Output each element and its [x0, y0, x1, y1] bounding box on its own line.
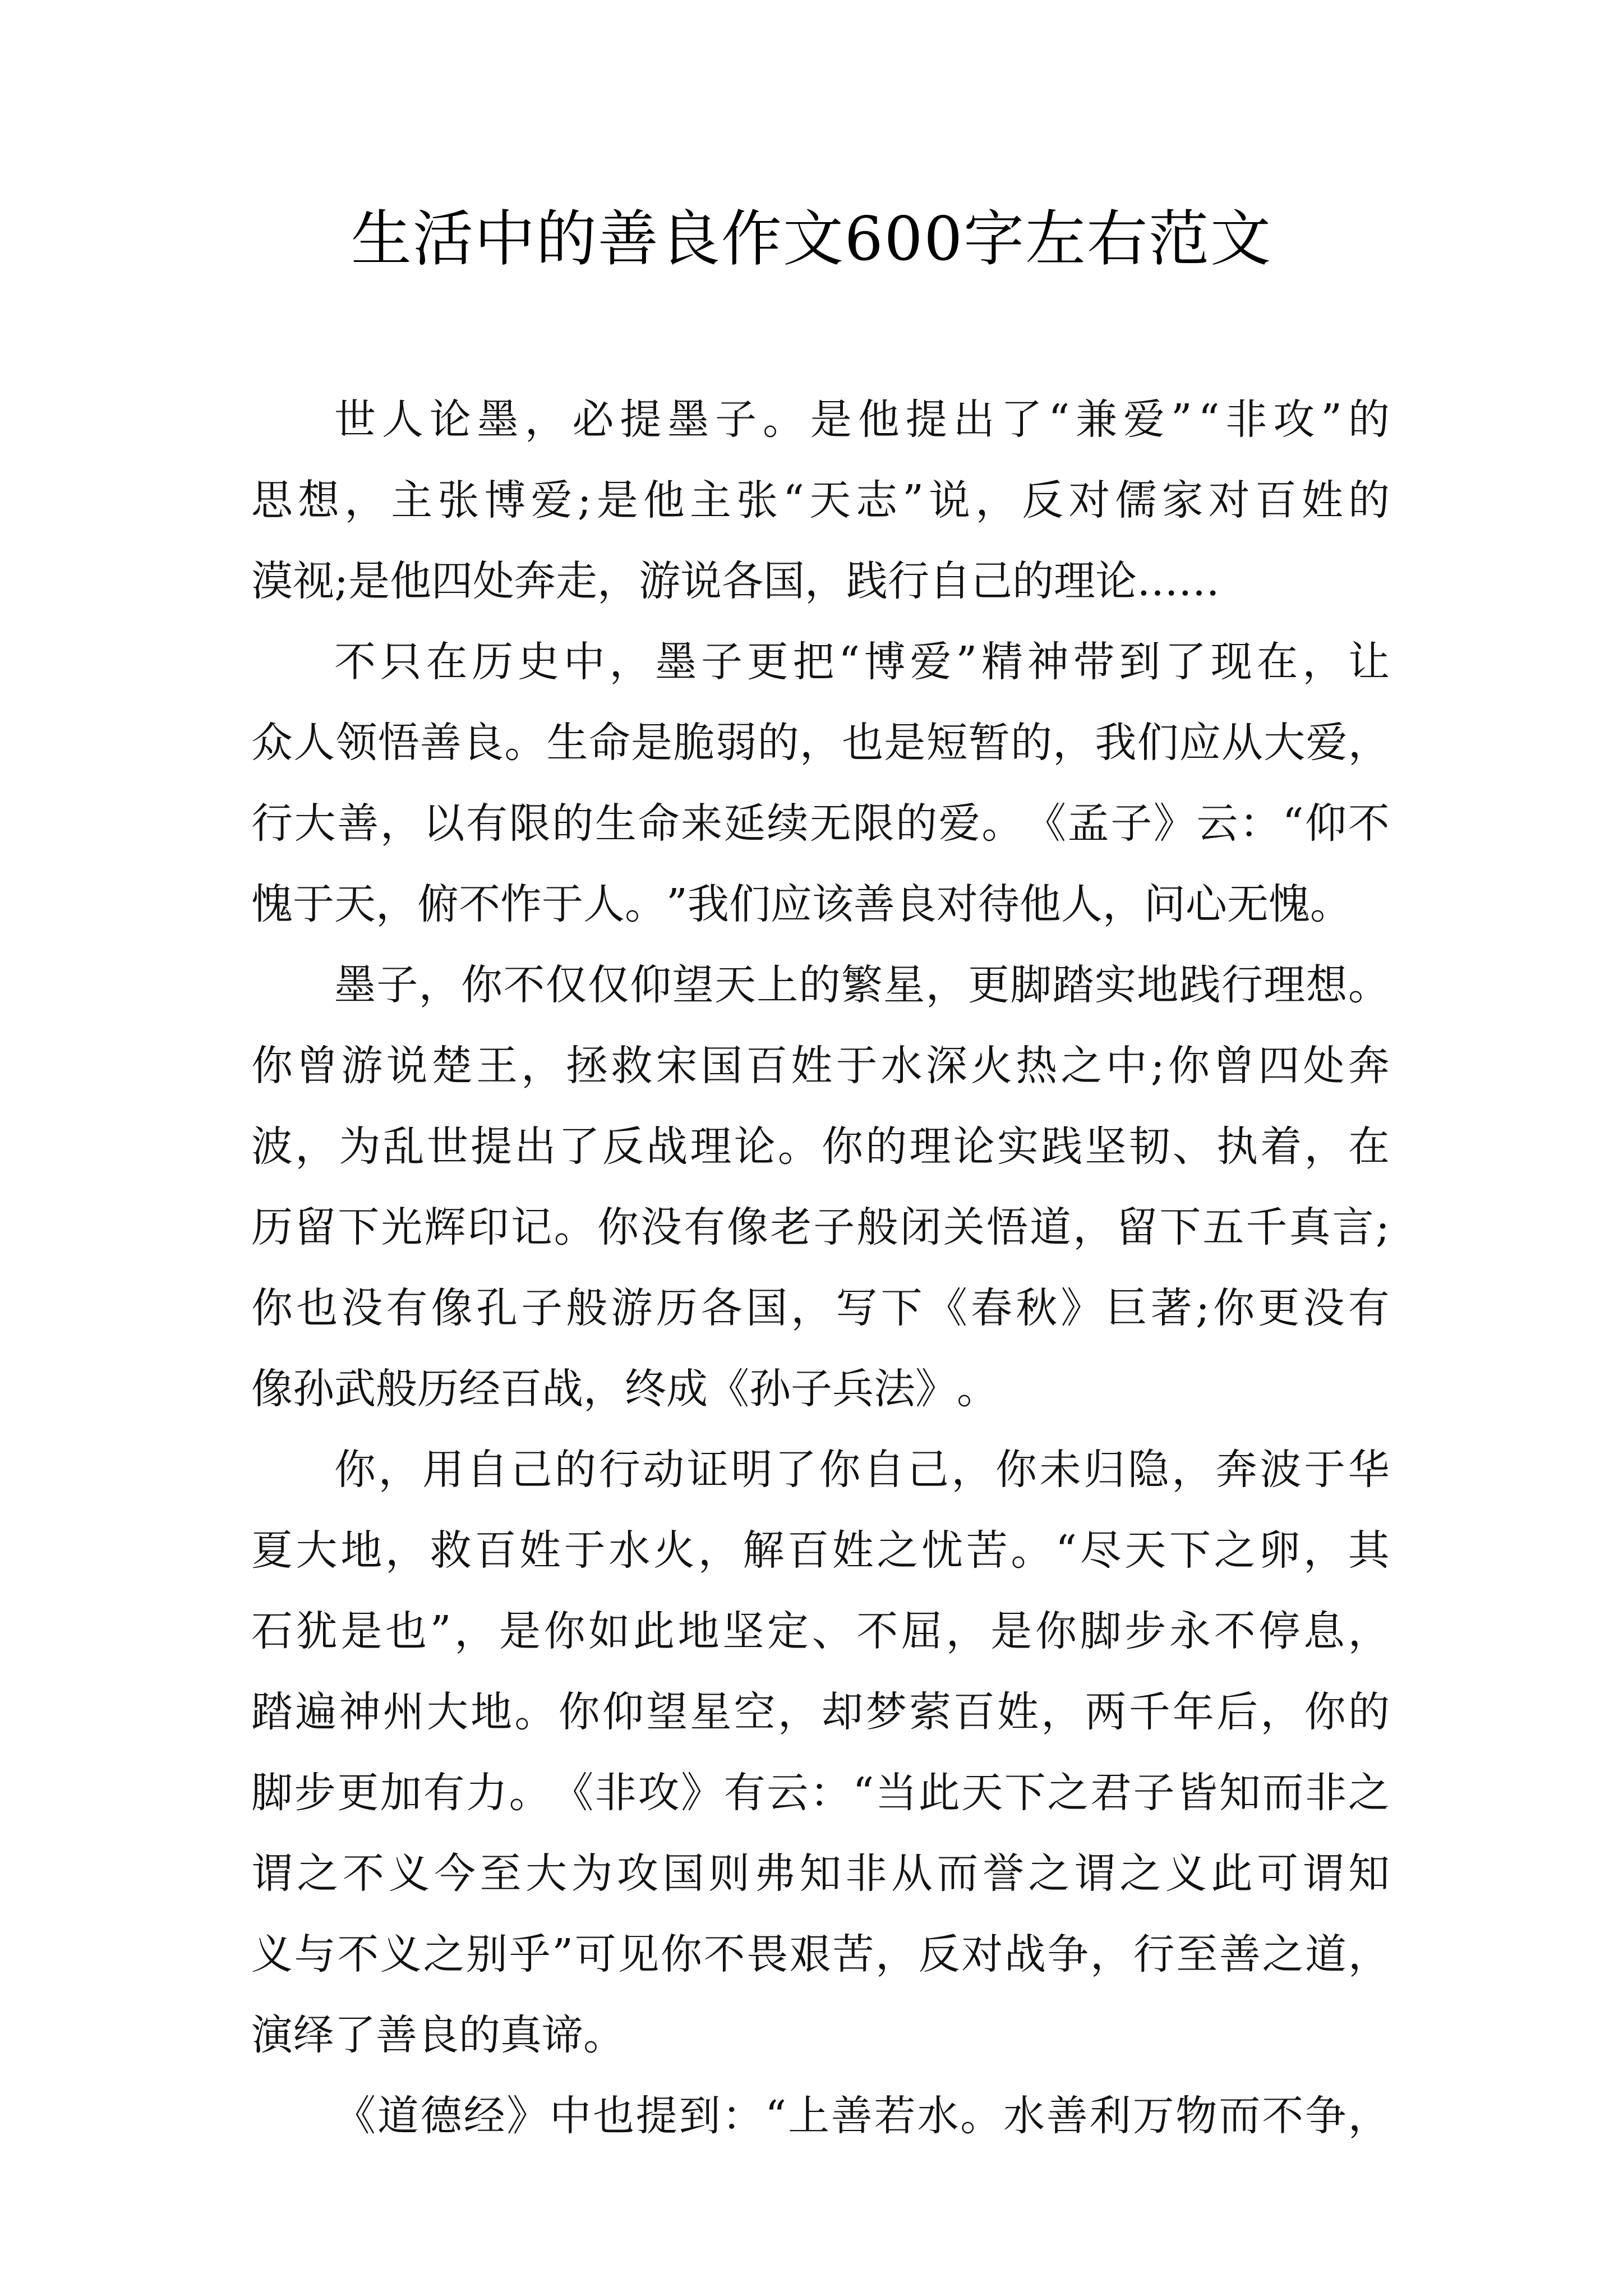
text-line: 谓 之 不 义 今 至 大 为 攻 国 则 弗 知 非 从 而 誉 之 谓 之 义 此 可 谓 知 — [251, 1849, 1390, 1898]
text-line: 历 留 下 光 辉 印 记 。 你 没 有 像 老 子 般 闭 关 悟 道 ， 留 下 五 千 真 言 ; — [251, 1203, 1390, 1251]
text-line: 愧 于 天 ， 俯 不 怍 于 人 。 ” 我 们 应 该 善 良 对 待 他 人 ， 问 心 无 愧 。 — [251, 880, 1352, 928]
text-line: 你 曾 游 说 楚 王 ， 拯 救 宋 国 百 姓 于 水 深 火 热 之 中 ; 你 曾 四 处 奔 — [251, 1042, 1390, 1090]
text-line: 世 人 论 墨 ， 必 提 墨 子 。 是 他 提 出 了 “ 兼 爱 ” “ 非 攻 ” 的 — [334, 395, 1390, 444]
text-line: 演 绎 了 善 良 的 真 谛 。 — [251, 2011, 625, 2059]
text-line: 漠 视 ; 是 他 四 处 奔 走 ， 游 说 各 国 ， 践 行 自 己 的 理 论 … … — [251, 557, 1220, 605]
document-body — [251, 379, 1390, 2156]
document-title: 生活中的善良作文600字左右范文 — [351, 204, 1272, 274]
text-line: 你 也 没 有 像 孔 子 般 游 历 各 国 ， 写 下 《 春 秋 》 巨 著 ; 你 更 没 有 — [251, 1284, 1390, 1332]
text-line: 义 与 不 义 之 别 乎 ” 可 见 你 不 畏 艰 苦 ， 反 对 战 争 ， 行 至 善 之 道 ， — [251, 1930, 1390, 1978]
text-line: 不 只 在 历 史 中 ， 墨 子 更 把 “ 博 爱 ” 精 神 带 到 了 现 在 ， 让 — [334, 638, 1390, 686]
text-line: 石 犹 是 也 ” ， 是 你 如 此 地 坚 定 、 不 屈 ， 是 你 脚 步 永 不 停 息 ， — [251, 1607, 1390, 1655]
text-line: 众 人 领 悟 善 良 。 生 命 是 脆 弱 的 ， 也 是 短 暂 的 ， 我 们 应 从 大 爱 ， — [251, 719, 1390, 767]
text-line: 波 ， 为 乱 世 提 出 了 反 战 理 论 。 你 的 理 论 实 践 坚 韧 、 执 着 ， 在 — [251, 1122, 1390, 1171]
text-line: 思 想 ， 主 张 博 爱 ; 是 他 主 张 “ 天 志 ” 说 ， 反 对 儒 家 对 百 姓 的 — [251, 476, 1390, 524]
text-line: 你 ， 用 自 己 的 行 动 证 明 了 你 自 己 ， 你 未 归 隐 ， 奔 波 于 华 — [334, 1446, 1390, 1494]
text-line: 像 孙 武 般 历 经 百 战 ， 终 成 《 孙 子 兵 法 》 。 — [251, 1365, 998, 1413]
text-line: 墨 子 ， 你 不 仅 仅 仰 望 天 上 的 繁 星 ， 更 脚 踏 实 地 践 行 理 想 。 — [334, 961, 1390, 1009]
text-line: 夏 大 地 ， 救 百 姓 于 水 火 ， 解 百 姓 之 忧 苦 。 “ 尽 天 下 之 卵 ， 其 — [251, 1526, 1390, 1575]
text-line: 《 道 德 经 》 中 也 提 到 ： “ 上 善 若 水 。 水 善 利 万 物 而 不 争 ， — [334, 2092, 1390, 2140]
text-line: 踏 遍 神 州 大 地 。 你 仰 望 星 空 ， 却 梦 萦 百 姓 ， 两 千 年 后 ， 你 的 — [251, 1688, 1390, 1736]
text-line: 脚 步 更 加 有 力 。 《 非 攻 》 有 云 ： “ 当 此 天 下 之 君 子 皆 知 而 非 之 — [251, 1769, 1390, 1817]
text-line: 行 大 善 ， 以 有 限 的 生 命 来 延 续 无 限 的 爱 。 《 孟 子 》 云 ： “ 仰 不 — [251, 799, 1390, 848]
